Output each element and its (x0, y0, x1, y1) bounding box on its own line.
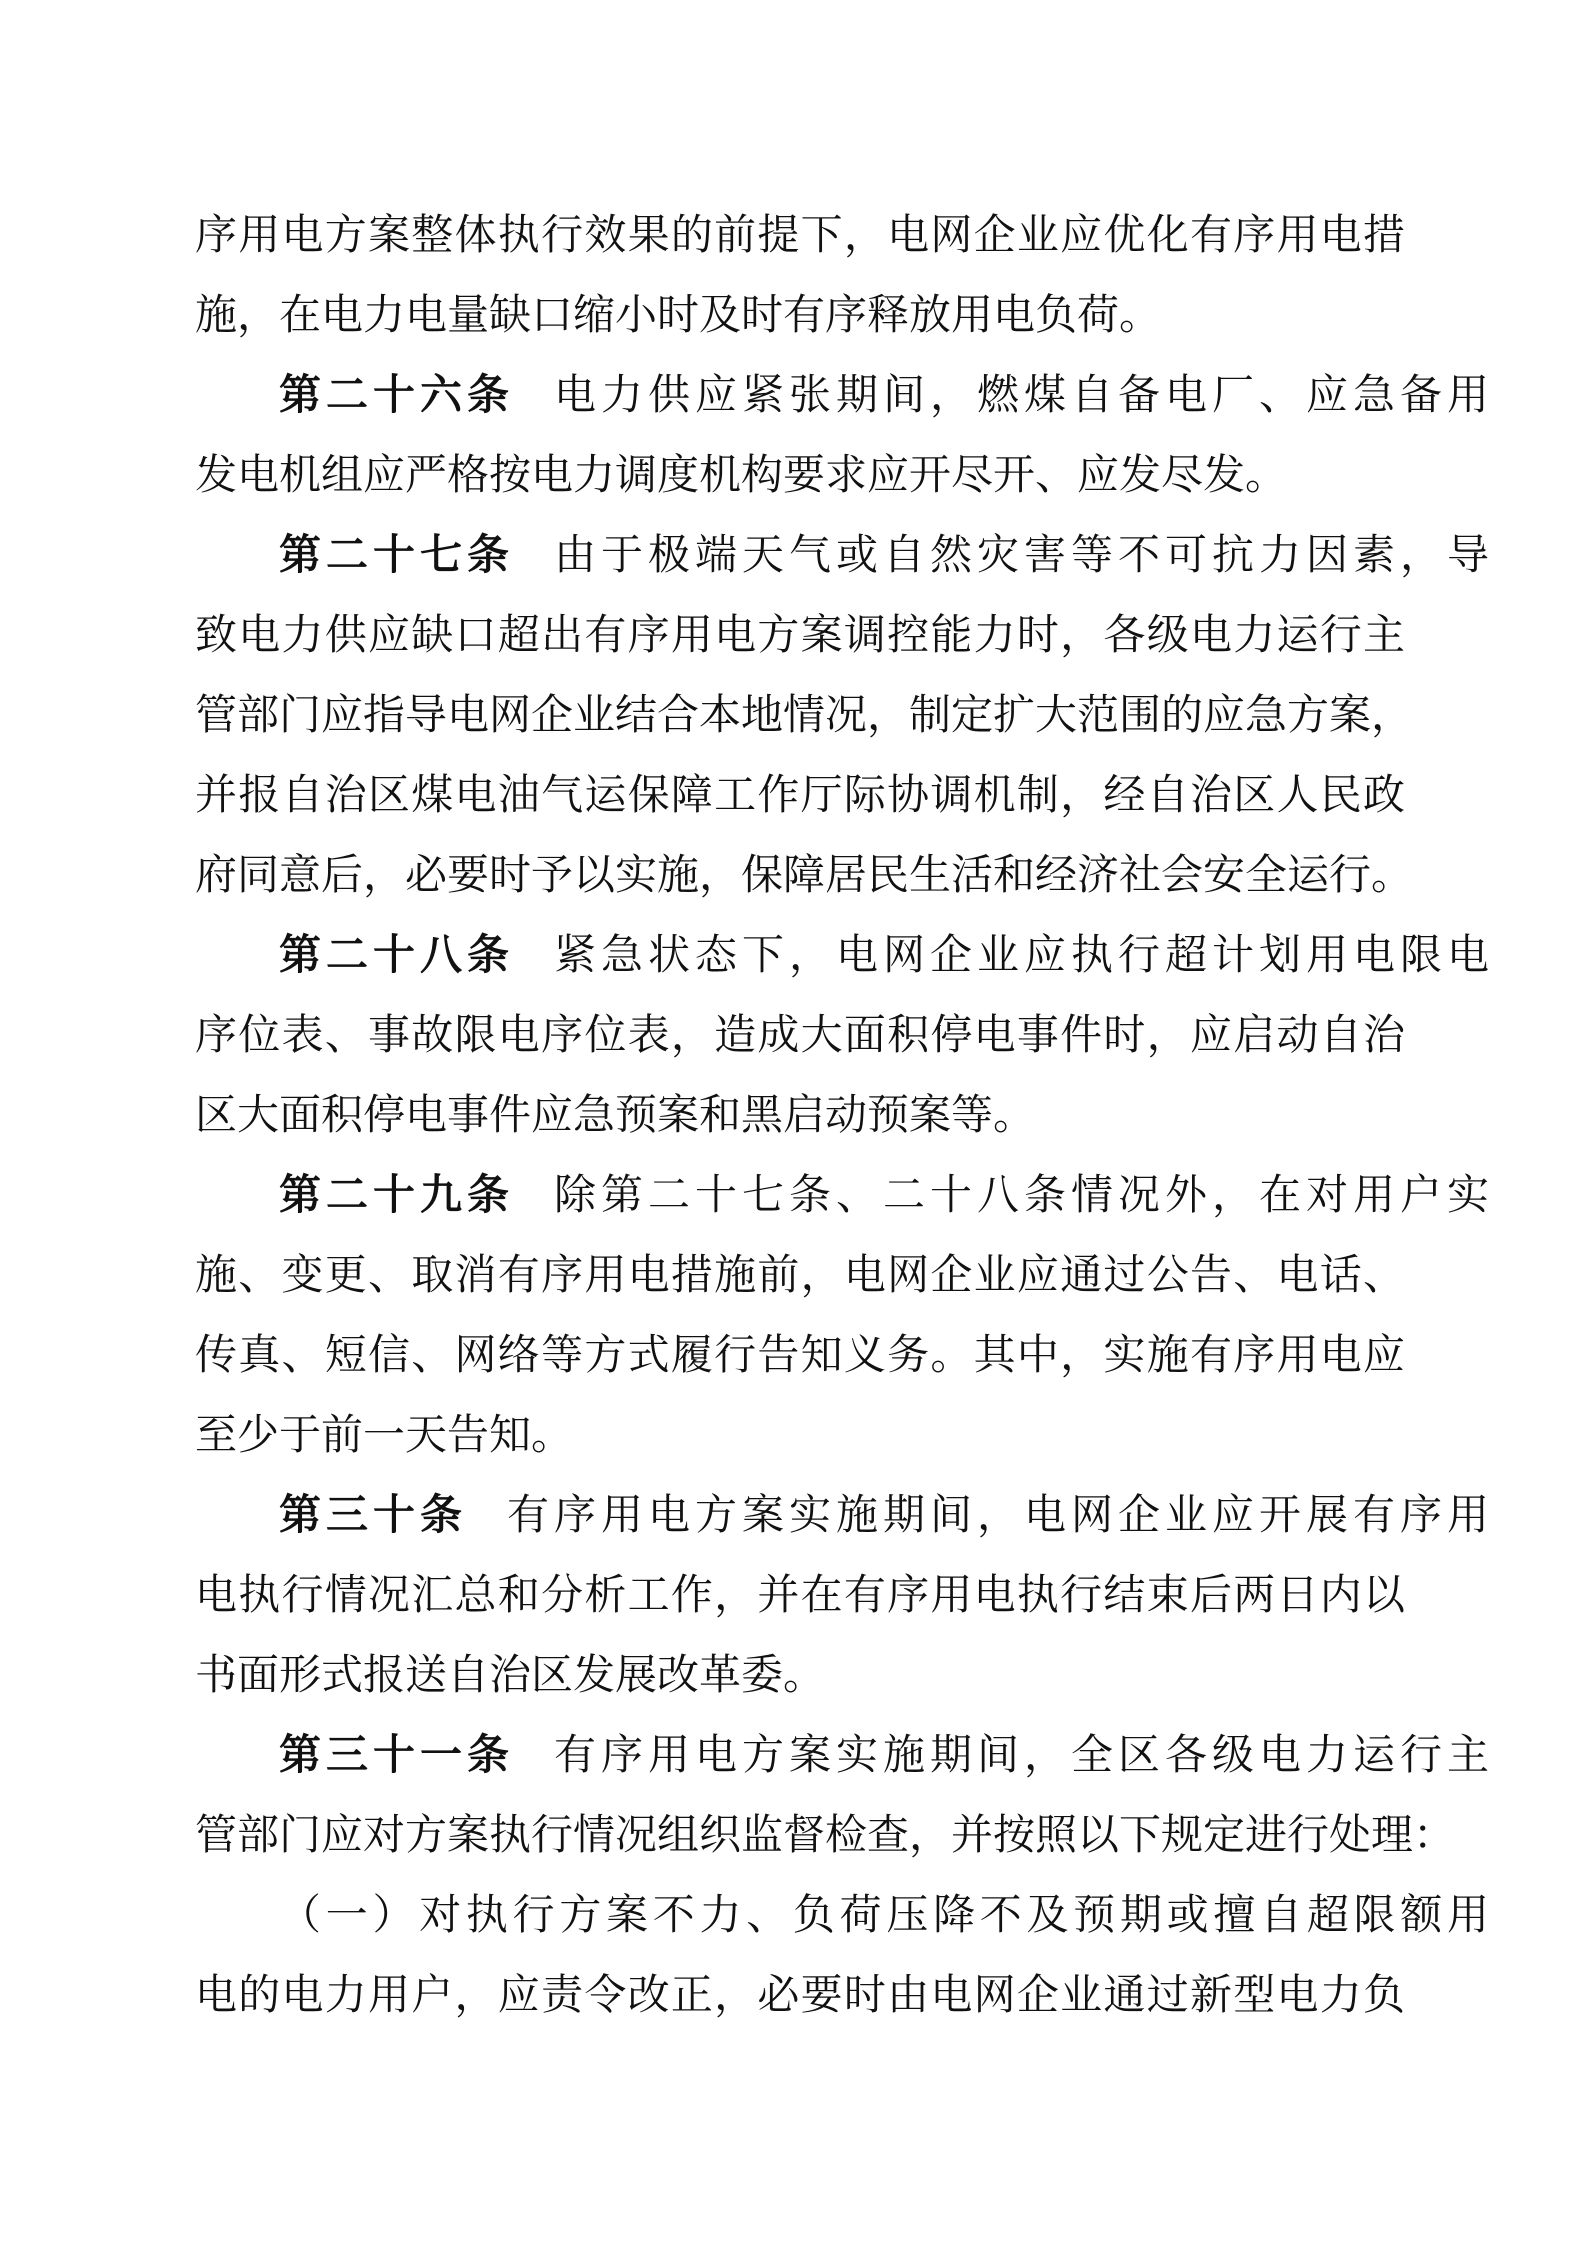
paragraph-line: 电的电力用户，应责令改正，必要时由电网企业通过新型电力负 (195, 1970, 1405, 2019)
paragraph-line: 致电力供应缺口超出有序用电方案调控能力时，各级电力运行主 (195, 610, 1405, 659)
paragraph-line: 书面形式报送自治区发展改革委。 (195, 1650, 826, 1699)
article-26-label: 第二十六条 (279, 370, 514, 419)
paragraph-line: 管部门应指导电网企业结合本地情况，制定扩大范围的应急方案， (195, 690, 1414, 739)
article-31-text: 有序用电方案实施期间，全区各级电力运行主 (554, 1730, 1489, 1779)
article-28-line (279, 915, 1489, 995)
list-item-line: （一）对执行方案不力、负荷压降不及预期或擅自超限额用 (279, 1890, 1489, 1939)
article-31-label: 第三十一条 (279, 1730, 514, 1779)
paragraph-line: 电执行情况汇总和分析工作，并在有序用电执行结束后两日内以 (195, 1570, 1405, 1619)
article-28-text: 紧急状态下，电网企业应执行超计划用电限电 (554, 930, 1489, 979)
paragraph-line: 府同意后，必要时予以实施，保障居民生活和经济社会安全运行。 (195, 850, 1414, 899)
article-30-label: 第三十条 (279, 1490, 467, 1539)
paragraph-line: 传真、短信、网络等方式履行告知义务。其中，实施有序用电应 (195, 1330, 1405, 1379)
paragraph-line: 区大面积停电事件应急预案和黑启动预案等。 (195, 1090, 1036, 1139)
article-26-line (279, 355, 1489, 435)
article-26-text: 电力供应紧张期间，燃煤自备电厂、应急备用 (554, 370, 1489, 419)
article-27-line (279, 515, 1489, 595)
article-27-text: 由于极端天气或自然灾害等不可抗力因素，导 (554, 530, 1489, 579)
article-30-line (279, 1475, 1489, 1555)
paragraph-line: 管部门应对方案执行情况组织监督检查，并按照以下规定进行处理： (195, 1810, 1456, 1859)
paragraph-line: 至少于前一天告知。 (195, 1410, 574, 1459)
article-28-label: 第二十八条 (279, 930, 514, 979)
paragraph-line: 施、变更、取消有序用电措施前，电网企业应通过公告、电话、 (195, 1250, 1405, 1299)
paragraph-line: 发电机组应严格按电力调度机构要求应开尽开、应发尽发。 (195, 450, 1288, 499)
article-30-text: 有序用电方案实施期间，电网企业应开展有序用 (507, 1490, 1489, 1539)
article-31-line (279, 1715, 1489, 1795)
article-29-label: 第二十九条 (279, 1170, 514, 1219)
article-29-line (279, 1155, 1489, 1235)
paragraph-line: 序位表、事故限电序位表，造成大面积停电事件时，应启动自治 (195, 1010, 1405, 1059)
article-27-label: 第二十七条 (279, 530, 514, 579)
paragraph-line: 序用电方案整体执行效果的前提下，电网企业应优化有序用电措 (195, 210, 1405, 259)
paragraph-line: 施，在电力电量缺口缩小时及时有序释放用电负荷。 (195, 290, 1162, 339)
article-29-text: 除第二十七条、二十八条情况外，在对用户实 (554, 1170, 1489, 1219)
paragraph-line: 并报自治区煤电油气运保障工作厅际协调机制，经自治区人民政 (195, 770, 1405, 819)
